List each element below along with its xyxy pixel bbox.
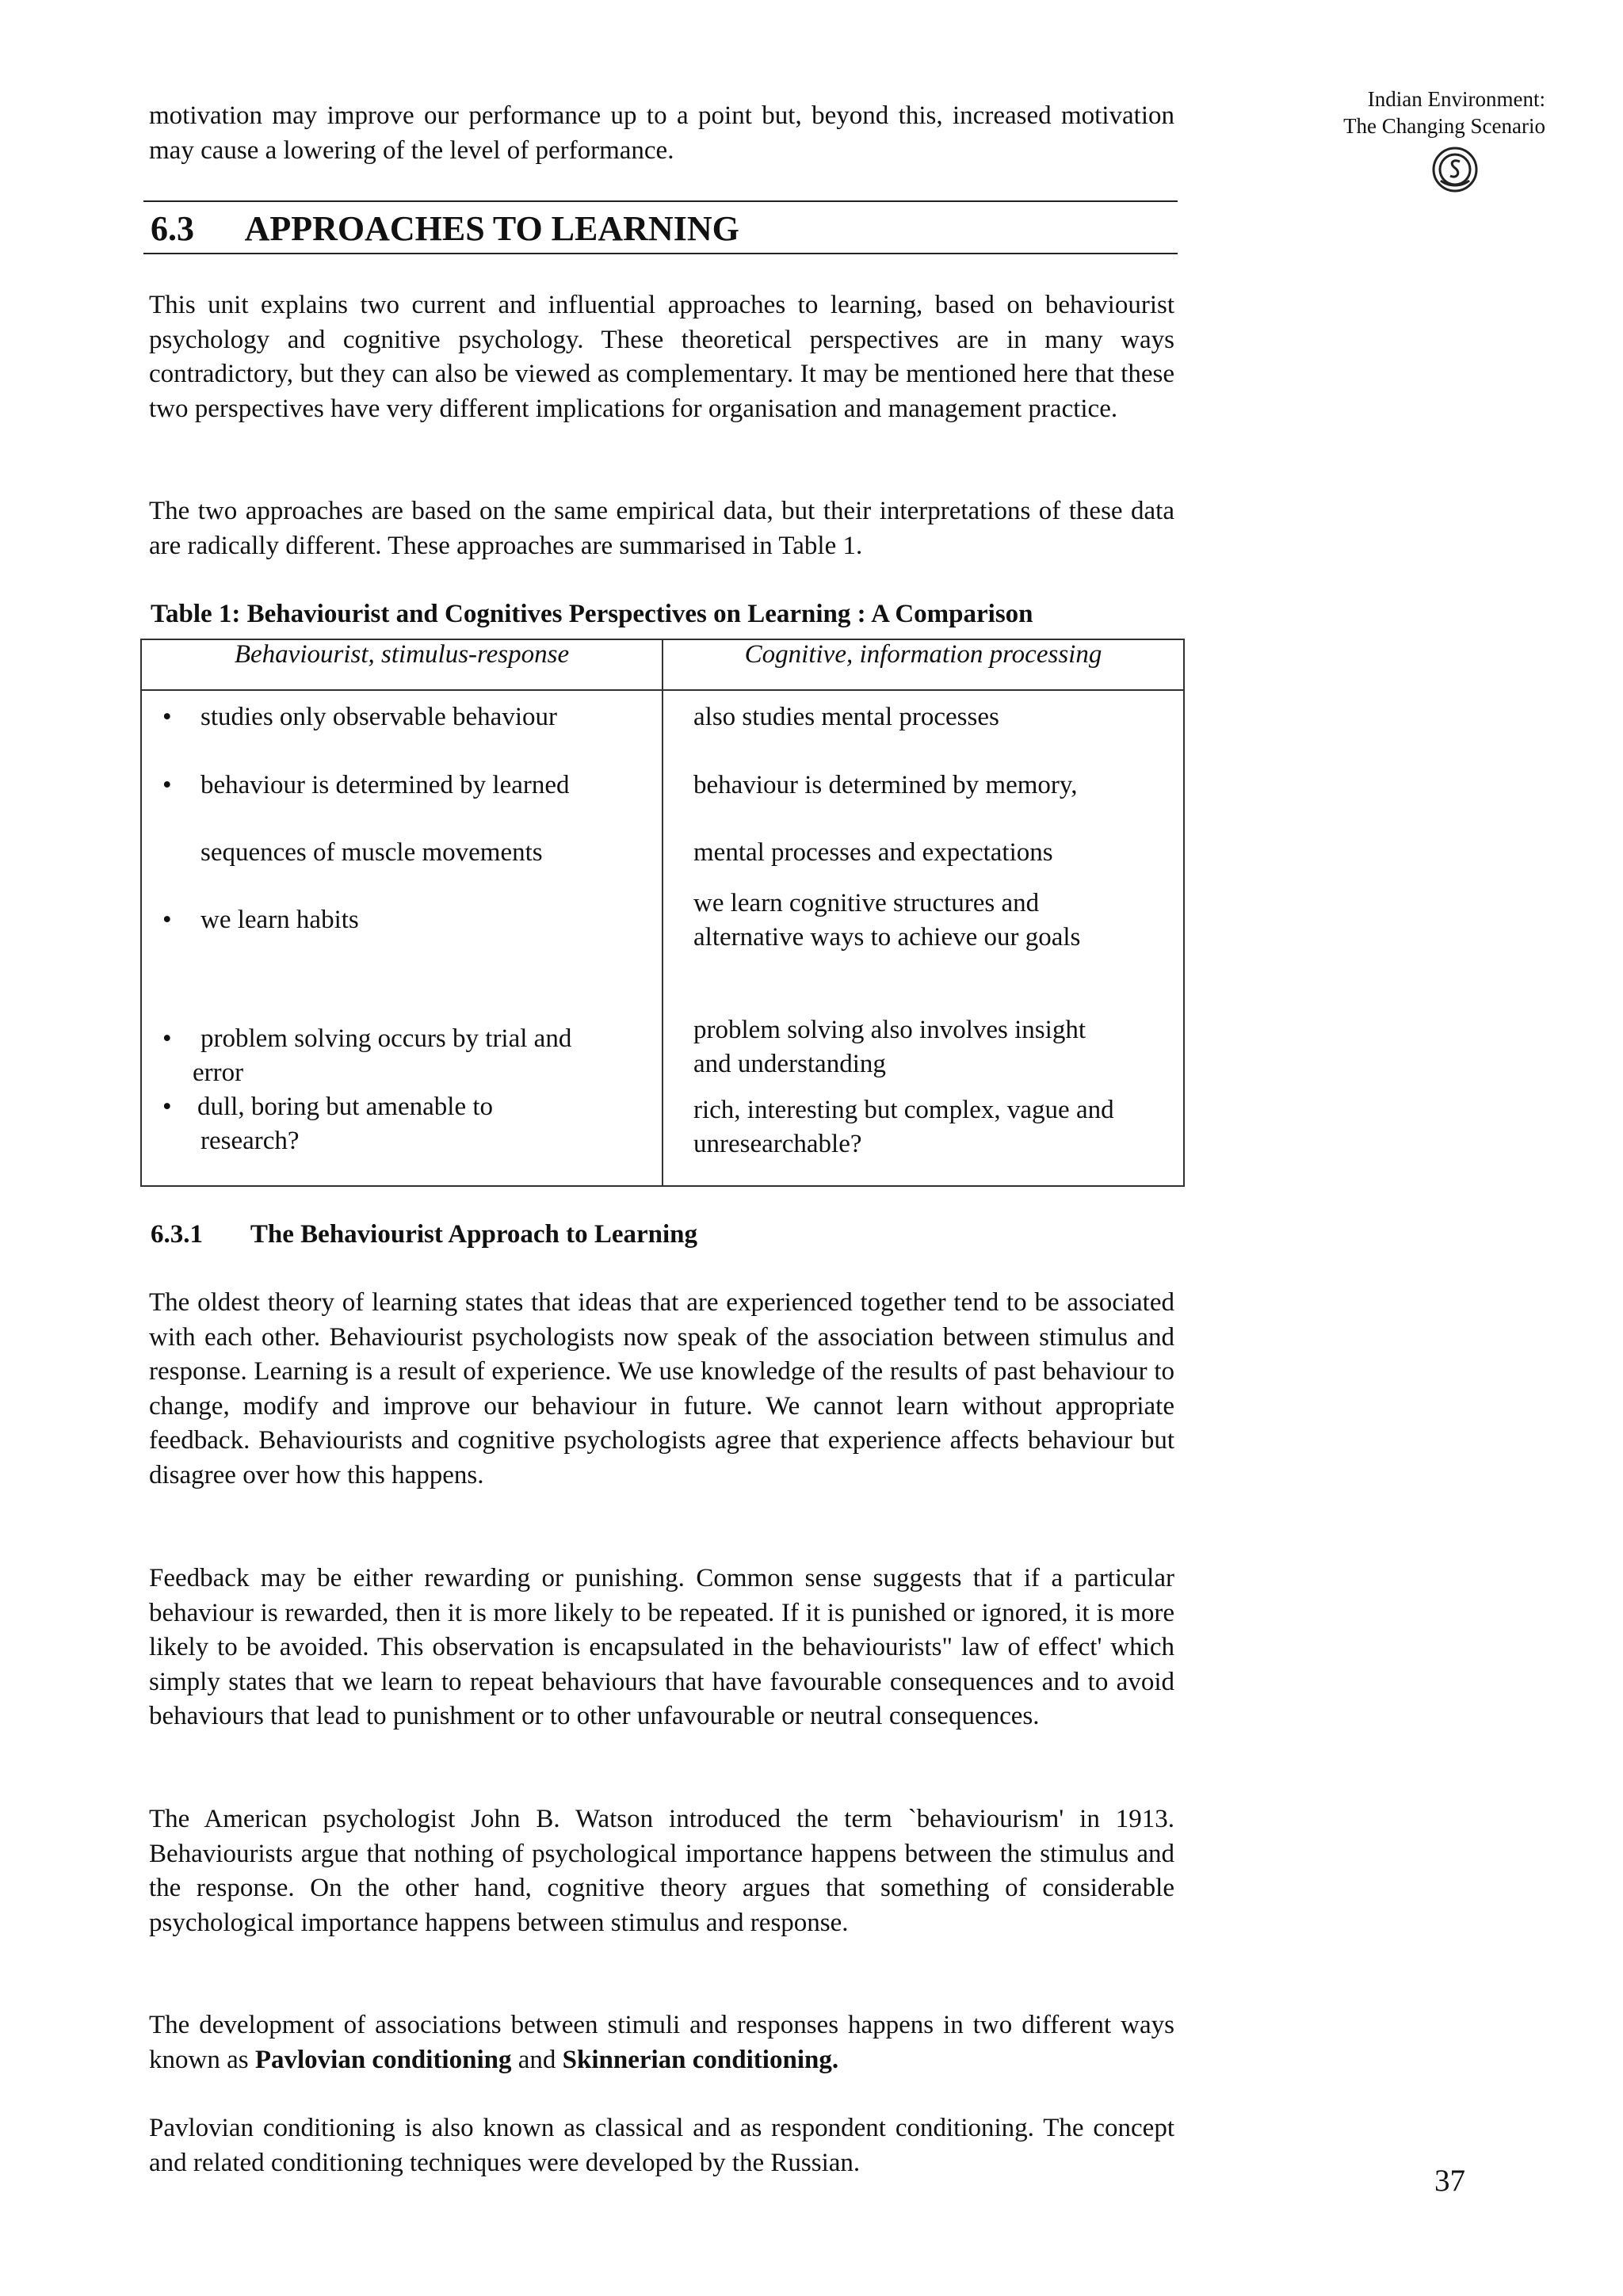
bullet: • <box>162 703 172 731</box>
list-item: we learn cognitive structures and <box>693 889 1040 917</box>
subsection-title: The Behaviourist Approach to Learning <box>250 1220 698 1249</box>
cognitive-column <box>663 690 1184 1186</box>
header-line-1: Indian Environment: <box>1367 87 1545 111</box>
list-item: studies only observable behaviour <box>200 703 557 731</box>
paragraph-1: This unit explains two current and influential approaches to learning, based on behaviourist psychology and cognitive psychology. These theoretical perspectives are in many ways contradictory, but they can also be viewed as complementary. It may be mentioned here that these two perspectives have very different implications for organisation and management practice. <box>149 291 1174 423</box>
section-title: APPROACHES TO LEARNING <box>244 209 739 248</box>
paragraph-2: The two approaches are based on the same empirical data, but their interpretations of these data are radically different. These approaches are summarised in Table 1. <box>149 497 1174 560</box>
list-item: problem solving occurs by trial and <box>200 1024 572 1053</box>
behaviourist-column <box>141 690 663 1186</box>
list-item: we learn habits <box>200 906 359 934</box>
header-line-2: The Changing Scenario <box>1343 114 1545 138</box>
page-number: 37 <box>1434 2164 1465 2198</box>
bullet: • <box>162 771 172 799</box>
subsection-heading <box>151 1218 697 1252</box>
list-item-continuation: sequences of muscle movements <box>200 838 543 867</box>
list-item-continuation: mental processes and expectations <box>693 838 1053 867</box>
running-header <box>1343 86 1545 139</box>
list-item: behaviour is determined by learned <box>200 771 570 799</box>
table-caption: Table 1: Behaviourist and Cognitives Perspectives on Learning : A Comparison <box>151 600 1033 628</box>
pavlovian-term: Pavlovian conditioning <box>254 2045 512 2074</box>
paragraph-4: Feedback may be either rewarding or punishing. Common sense suggests that if a particular behaviour is rewarded, then it is more likely to be repeated. If it is punished or ignored, it is more likely to be avoided. This observation is encapsulated in the behaviourists" law of effect' which simply states that we learn to repeat behaviours that have favourable consequences and to avoid behaviours that lead to punishment or to other unfavourable or neutral consequences. <box>149 1564 1174 1730</box>
section-number: 6.3 <box>151 209 194 248</box>
bullet: • <box>162 1093 172 1121</box>
list-item: problem solving also involves insight <box>693 1016 1086 1044</box>
list-item: behaviour is determined by memory, <box>693 771 1078 799</box>
list-item: dull, boring but amenable to <box>197 1093 494 1121</box>
section-heading <box>151 208 739 250</box>
paragraph-3: The oldest theory of learning states that ideas that are experienced together tend to be associated with each other. Behaviourist psychologists now speak of the association between stimulus and response. Learning is a result of experience. We use knowledge of the results of past behaviour to change, modify and improve our behaviour in future. We cannot learn without appropriate feedback. Behaviourists and cognitive psychologists agree that experience affects behaviour but disagree over how this happens. <box>149 1288 1174 1489</box>
list-item-continuation: alternative ways to achieve our goals <box>693 923 1081 952</box>
list-item-continuation: and understanding <box>693 1050 886 1078</box>
paragraph-6 <box>149 2008 1174 2077</box>
university-emblem-icon <box>1431 146 1479 193</box>
table-row <box>141 690 1184 1186</box>
list-item: also studies mental processes <box>693 703 999 731</box>
paragraph-5: The American psychologist John B. Watson introduced the term `behaviourism' in 1913. Behaviourists argue that nothing of psychological importance happens between the stimulus and the response. On the other hand, cognitive theory argues that something of considerable psychological importance happens between stimulus and response. <box>149 1805 1174 1937</box>
intro-paragraph: motivation may improve our performance up to a point but, beyond this, increased motivation may cause a lowering of the level of performance. <box>149 101 1174 165</box>
skinnerian-term: Skinnerian conditioning. <box>562 2045 839 2074</box>
paragraph-6-connector: and <box>511 2045 563 2074</box>
section-rule-bottom <box>143 253 1178 254</box>
list-item-continuation: unresearchable? <box>693 1130 862 1158</box>
list-item: rich, interesting but complex, vague and <box>693 1096 1114 1124</box>
table-header-cognitive: Cognitive, information processing <box>663 639 1184 690</box>
comparison-table <box>140 639 1185 1187</box>
list-item-continuation: error <box>193 1058 244 1087</box>
bullet: • <box>162 1024 172 1053</box>
bullet: • <box>162 906 172 934</box>
table-header-behaviourist: Behaviourist, stimulus-response <box>141 639 663 690</box>
list-item-continuation: research? <box>200 1127 300 1155</box>
section-rule-top <box>143 200 1178 202</box>
paragraph-7: Pavlovian conditioning is also known as classical and as respondent conditioning. The concept and related conditioning techniques were developed by the Russian. <box>149 2114 1174 2177</box>
table-header-row <box>141 639 1184 690</box>
subsection-number: 6.3.1 <box>151 1220 203 1249</box>
paragraph-6-text: The development of associations between stimuli and responses happens in two different ways known as <box>149 2011 1174 2074</box>
